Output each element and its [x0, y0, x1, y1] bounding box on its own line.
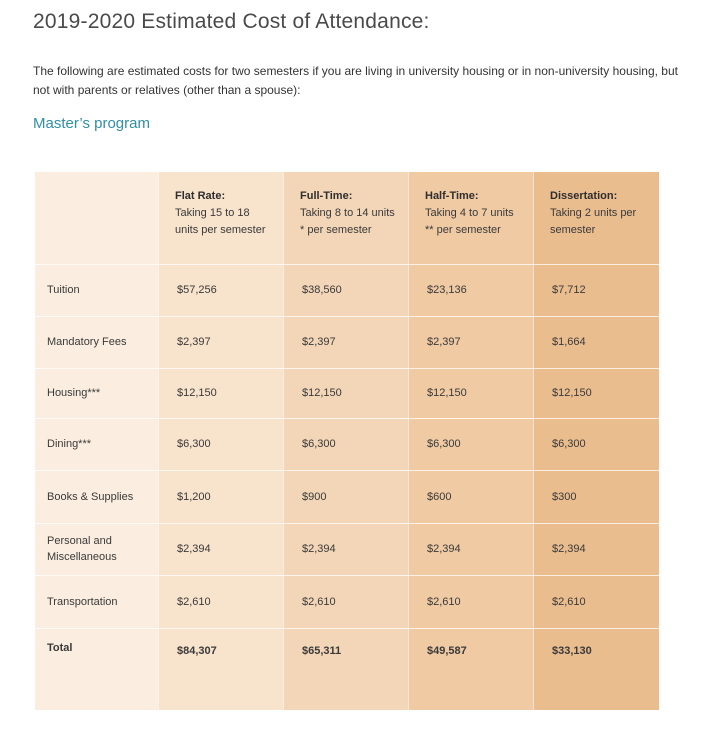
row-label: Tuition: [47, 284, 80, 296]
cost-cell: $12,150: [302, 387, 342, 399]
cost-cell: $2,394: [177, 543, 211, 555]
row-label: Transportation: [47, 595, 118, 608]
cost-cell: $6,300: [427, 438, 461, 450]
row-label: Housing***: [47, 387, 101, 399]
cost-cell: $12,150: [552, 387, 592, 399]
cost-cell: $12,150: [177, 387, 217, 399]
cost-cell: $7,712: [552, 284, 586, 296]
cost-cell: $1,200: [177, 490, 211, 503]
cost-cell: $6,300: [177, 438, 211, 450]
column-header-detail: Taking 8 to 14 units * per semester: [300, 207, 395, 236]
cost-cell: $2,394: [302, 543, 336, 555]
cost-cell: $2,610: [177, 595, 211, 608]
column-header-title: Full-Time:: [300, 190, 353, 202]
column-header: [408, 172, 533, 264]
total-cost-cell: $84,307: [177, 645, 217, 657]
row-label: Books & Supplies: [47, 490, 134, 503]
row-label: Dining***: [47, 438, 92, 450]
cost-cell: $2,397: [302, 336, 336, 348]
cost-cell: $2,394: [427, 543, 461, 555]
cost-cell: $2,610: [302, 595, 336, 608]
cost-table: [35, 172, 659, 710]
cost-cell: $23,136: [427, 284, 467, 296]
cost-cell: $12,150: [427, 387, 467, 399]
row-label: Mandatory Fees: [47, 336, 127, 348]
total-row-label: Total: [47, 642, 73, 654]
cost-cell: $2,397: [177, 336, 211, 348]
cost-cell: $2,397: [427, 336, 461, 348]
cost-cell: $6,300: [552, 438, 586, 450]
column-header-detail: Taking 4 to 7 units ** per semester: [425, 207, 514, 236]
cost-cell: $6,300: [302, 438, 336, 450]
total-cost-cell: $65,311: [302, 645, 342, 657]
cost-cell: $57,256: [177, 284, 217, 296]
total-cost-cell: $49,587: [427, 645, 467, 657]
cost-cell: $2,394: [552, 543, 586, 555]
column-header: [533, 172, 659, 264]
section-subheading: Master’s program: [33, 115, 150, 132]
table-header-corner: [35, 172, 158, 264]
row-label: Personal and Miscellaneous: [47, 535, 117, 563]
cost-cell: $38,560: [302, 284, 342, 296]
cost-cell: $900: [302, 490, 327, 503]
cost-cell: $2,610: [427, 595, 461, 608]
cost-cell: $600: [427, 490, 452, 503]
column-header-title: Flat Rate:: [175, 190, 226, 202]
column-header-title: Half-Time:: [425, 190, 479, 202]
column-header-title: Dissertation:: [550, 190, 618, 202]
cost-cell: $1,664: [552, 336, 586, 348]
cost-cell: $2,610: [552, 595, 586, 608]
column-header: [158, 172, 283, 264]
page-title: 2019-2020 Estimated Cost of Attendance:: [33, 10, 430, 33]
intro-paragraph: The following are estimated costs for two semesters if you are living in university housing or in non-university housing, but not with parents or relatives (other than a spouse):: [33, 64, 678, 97]
column-header: [283, 172, 408, 264]
column-header-detail: Taking 15 to 18 units per semester: [175, 207, 266, 236]
cost-cell: $300: [552, 490, 577, 503]
column-header-detail: Taking 2 units per semester: [550, 207, 637, 236]
total-cost-cell: $33,130: [552, 645, 592, 657]
